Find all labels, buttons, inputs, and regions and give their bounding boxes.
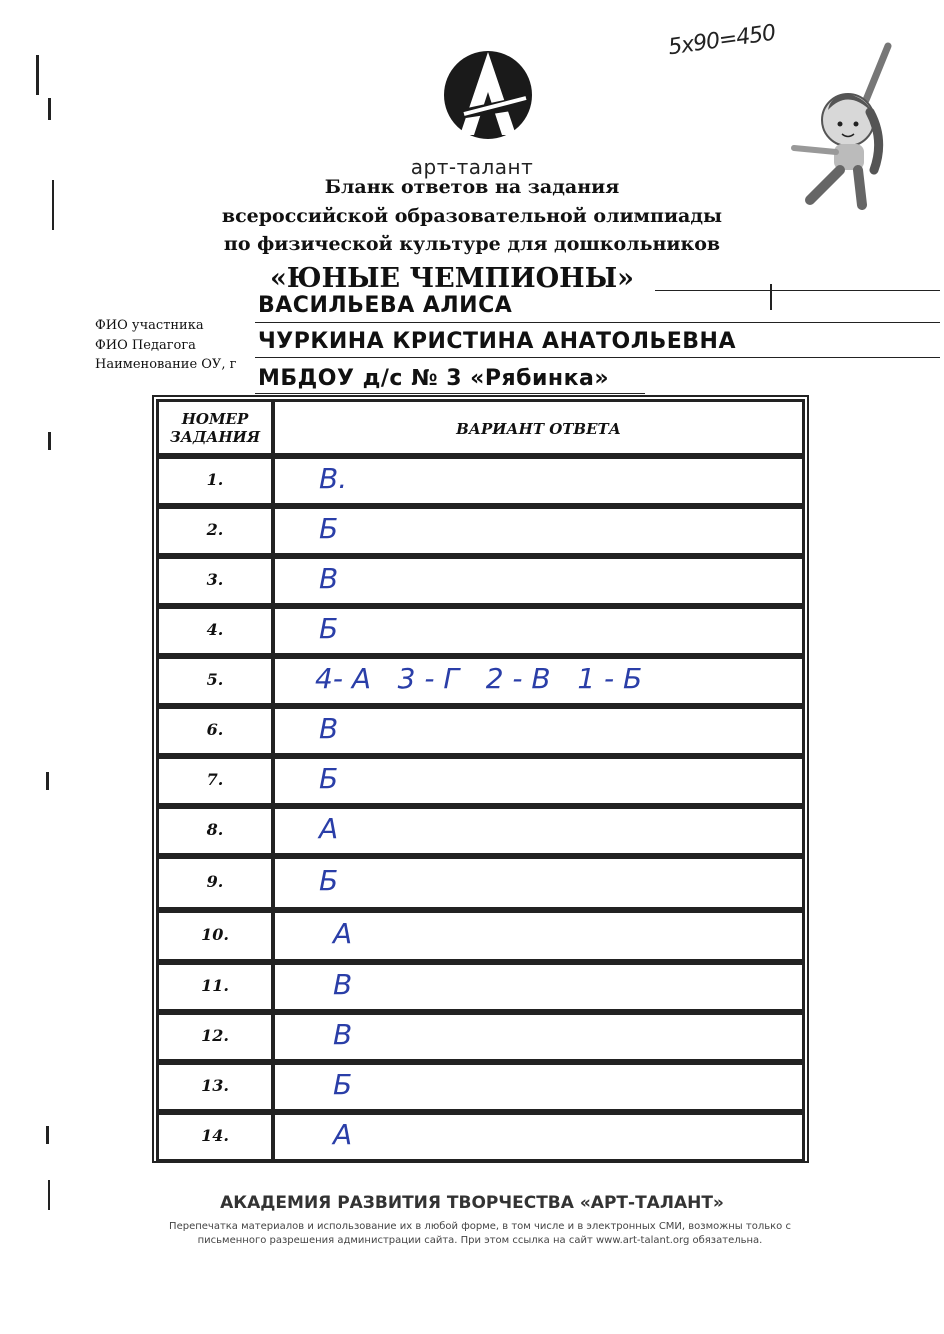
answer-cell — [272, 706, 805, 756]
answer-cell — [272, 456, 805, 506]
header-task-number-line1: НОМЕР — [181, 410, 249, 428]
answer-cell — [272, 1012, 805, 1062]
handwritten-answer: 4- А 3 - Г 2 - В 1 - Б — [315, 662, 643, 695]
copyright-line-1: Перепечатка материалов и использование их в любой форме, в том числе и в электронных СМИ, возможны только с — [169, 1221, 791, 1232]
handwritten-answer: Б — [319, 864, 339, 897]
answer-cell — [272, 806, 805, 856]
task-number-cell — [156, 910, 274, 962]
handwritten-answer: Б — [319, 762, 339, 795]
task-number-cell — [156, 1112, 274, 1162]
task-number: 3. — [206, 570, 224, 589]
header-answer-variant — [272, 399, 805, 456]
answer-cell — [272, 962, 805, 1012]
scan-mark — [36, 55, 39, 95]
task-number: 1. — [206, 470, 224, 489]
handwritten-answer: В. — [319, 462, 348, 495]
handwritten-answer: В — [333, 968, 353, 1001]
task-number: 4. — [206, 620, 224, 639]
handwritten-answer: А — [319, 812, 339, 845]
task-number-cell — [156, 706, 274, 756]
task-number: 14. — [201, 1126, 229, 1145]
art-talant-logo-icon — [438, 40, 538, 160]
task-number: 12. — [201, 1026, 229, 1045]
task-number: 5. — [206, 670, 224, 689]
stray-mark — [770, 284, 772, 310]
teacher-label: ФИО Педагога — [95, 338, 196, 353]
task-number-cell — [156, 1012, 274, 1062]
title-underline — [655, 290, 940, 291]
scan-mark — [46, 772, 49, 790]
task-number-cell — [156, 506, 274, 556]
title-line-1: Бланк ответов на задания — [324, 176, 620, 198]
teacher-name: ЧУРКИНА КРИСТИНА АНАТОЛЬЕВНА — [258, 329, 736, 354]
task-number: 9. — [206, 872, 224, 891]
teacher-underline — [255, 357, 940, 358]
answer-cell — [272, 656, 805, 706]
answer-cell — [272, 756, 805, 806]
answer-cell — [272, 856, 805, 910]
task-number-cell — [156, 606, 274, 656]
participant-name: ВАСИЛЬЕВА АЛИСА — [258, 293, 513, 318]
answer-cell — [272, 910, 805, 962]
handwritten-answer: Б — [319, 512, 339, 545]
answer-cell — [272, 556, 805, 606]
copyright-notice — [120, 1220, 840, 1248]
copyright-line-2: письменного разрешения администрации сайта. При этом ссылка на сайт www.art-talant.org обязательна. — [197, 1235, 763, 1246]
task-number-cell — [156, 656, 274, 706]
task-number-cell — [156, 756, 274, 806]
task-number: 7. — [206, 770, 224, 789]
task-number-cell — [156, 1062, 274, 1112]
answer-cell — [272, 1062, 805, 1112]
task-number: 6. — [206, 720, 224, 739]
school-underline — [255, 393, 645, 394]
answer-cell — [272, 506, 805, 556]
header-task-number-line2: ЗАДАНИЯ — [169, 428, 261, 446]
handwritten-answer: В — [319, 712, 339, 745]
handwritten-score-note: 5х90=450 — [666, 20, 777, 61]
task-number-cell — [156, 962, 274, 1012]
participant-underline — [255, 322, 940, 323]
participant-label: ФИО участника — [95, 318, 204, 333]
handwritten-answer: В — [319, 562, 339, 595]
olympiad-name: «ЮНЫЕ ЧЕМПИОНЫ» — [269, 263, 635, 294]
task-number: 10. — [201, 925, 229, 944]
answer-cell — [272, 606, 805, 656]
handwritten-answer: Б — [333, 1068, 353, 1101]
brand-name: арт-талант — [410, 155, 534, 179]
answer-cell — [272, 1112, 805, 1162]
title-line-2: всероссийской образовательной олимпиады — [221, 205, 723, 227]
school-name: МБДОУ д/с № 3 «Рябинка» — [258, 366, 610, 391]
scan-mark — [48, 98, 51, 120]
task-number: 11. — [201, 976, 229, 995]
task-number: 2. — [206, 520, 224, 539]
academy-name: АКАДЕМИЯ РАЗВИТИЯ ТВОРЧЕСТВА «АРТ-ТАЛАНТ» — [220, 1193, 724, 1213]
title-line-3: по физической культуре для дошкольников — [223, 233, 721, 255]
task-number: 13. — [201, 1076, 229, 1095]
task-number-cell — [156, 556, 274, 606]
handwritten-answer: А — [333, 1118, 353, 1151]
scan-mark — [48, 432, 51, 450]
handwritten-answer: А — [333, 917, 353, 950]
header-task-number — [156, 399, 274, 456]
handwritten-answer: В — [333, 1018, 353, 1051]
task-number-cell — [156, 856, 274, 910]
school-label: Наименование ОУ, г — [95, 357, 237, 372]
scan-mark — [46, 1126, 49, 1144]
header-answer-label: ВАРИАНТ ОТВЕТА — [456, 420, 621, 438]
task-number-cell — [156, 806, 274, 856]
handwritten-answer: Б — [319, 612, 339, 645]
task-number: 8. — [206, 820, 224, 839]
task-number-cell — [156, 456, 274, 506]
